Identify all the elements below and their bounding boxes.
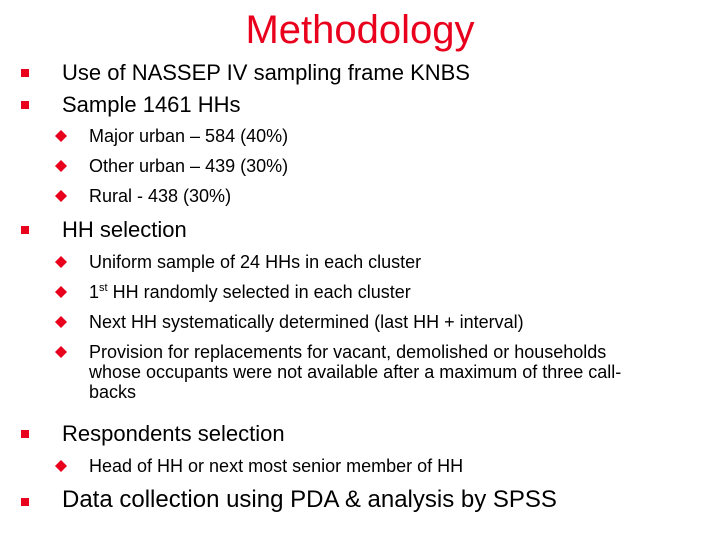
square-bullet-icon xyxy=(21,430,29,438)
sub-bullet-text: Provision for replacements for vacant, demolished or households whose occupants were not available after a maximum of three call-backs xyxy=(89,342,622,402)
bullet-item xyxy=(0,216,720,246)
bullet-item xyxy=(0,420,720,450)
square-bullet-icon xyxy=(21,69,29,77)
diamond-bullet-icon xyxy=(55,346,67,358)
bullet-text: Sample 1461 HHs xyxy=(62,92,241,117)
sub-bullet-text: Major urban – 584 (40%) xyxy=(89,126,289,146)
bullet-text: Use of NASSEP IV sampling frame KNBS xyxy=(62,60,470,85)
sub-bullet-text: 1st HH randomly selected in each cluster xyxy=(89,282,411,302)
bullet-text: Data collection using PDA & analysis by SPSS xyxy=(62,486,557,513)
diamond-bullet-icon xyxy=(55,130,67,142)
sub-bullet-text: Other urban – 439 (30%) xyxy=(89,156,289,176)
square-bullet-icon xyxy=(21,498,29,506)
bullet-text: HH selection xyxy=(62,217,187,242)
diamond-bullet-icon xyxy=(55,160,67,172)
sub-bullet-text: Next HH systematically determined (last HH + interval) xyxy=(89,312,524,332)
diamond-bullet-icon xyxy=(55,316,67,328)
bullet-item xyxy=(0,486,720,516)
slide-title: Methodology xyxy=(245,8,475,52)
square-bullet-icon xyxy=(21,101,29,109)
diamond-bullet-icon xyxy=(55,190,67,202)
sub-bullet-text: Rural - 438 (30%) xyxy=(89,186,232,206)
bullet-item xyxy=(0,91,720,121)
square-bullet-icon xyxy=(21,226,29,234)
bullet-text: Respondents selection xyxy=(62,421,285,446)
diamond-bullet-icon xyxy=(55,286,67,298)
sub-bullet-text: Head of HH or next most senior member of HH xyxy=(89,456,464,476)
diamond-bullet-icon xyxy=(55,256,67,268)
bullet-item xyxy=(0,59,720,89)
sub-bullet-text: Uniform sample of 24 HHs in each cluster xyxy=(89,252,422,272)
diamond-bullet-icon xyxy=(55,460,67,472)
